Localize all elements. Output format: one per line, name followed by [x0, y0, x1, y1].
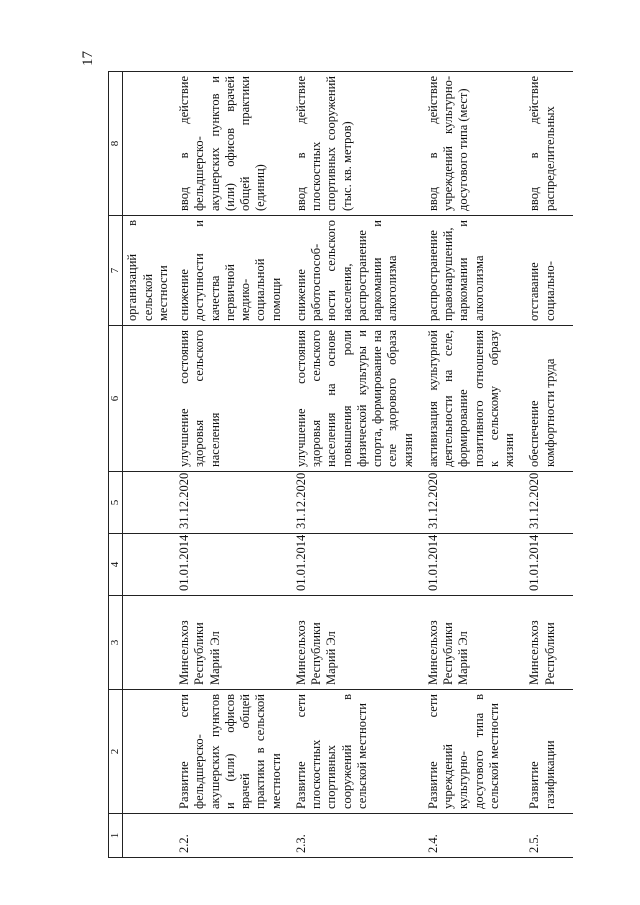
col-header-3: 3	[109, 596, 123, 690]
col-header-2: 2	[109, 690, 123, 814]
row-number: 2.2.	[173, 814, 290, 858]
measure-name: Развитие сети плоскостных спортивных сооружений в сельской местности	[290, 690, 422, 814]
start-date: 01.01.2014	[173, 534, 290, 596]
executor: Минсельхоз Республики	[523, 596, 573, 690]
end-date: 31.12.2020	[422, 472, 524, 534]
row-number: 2.5.	[523, 814, 573, 858]
indicator: ввод в действие учреждений культурно-досугового типа (мест)	[422, 72, 524, 216]
measure-name: Развитие сети учреждений культурно-досугового типа в сельской местности	[422, 690, 524, 814]
executor: Минсельхоз Республики Марий Эл	[290, 596, 422, 690]
table-row	[422, 72, 524, 858]
measure-name: Развитие газификации	[523, 690, 573, 814]
page-number: 17	[80, 51, 96, 66]
consequences: снижение работоспособ-ности сельского населения, распространение наркомании и алкоголизма	[290, 216, 422, 326]
end-date: 31.12.2020	[523, 472, 573, 534]
continuation-cell: организаций в сельской местности	[123, 216, 173, 326]
start-date: 01.01.2014	[523, 534, 573, 596]
indicator: ввод в действие распределительных	[523, 72, 573, 216]
consequences: распространение правонарушений, наркомании и алкоголизма	[422, 216, 524, 326]
indicator: ввод в действие фельдшерско-акушерских пунктов и (или) офисов врачей общей практики (единиц)	[173, 72, 290, 216]
col-header-5: 5	[109, 472, 123, 534]
expected-result: активизация культурной деятельности на селе, формирование позитивного отношения к сельскому образу жизни	[422, 326, 524, 472]
measure-name: Развитие сети фельдшерско-акушерских пунктов и (или) офисов врачей общей практики в сельской местности	[173, 690, 290, 814]
start-date: 01.01.2014	[422, 534, 524, 596]
expected-result: обеспечение комфортности труда	[523, 326, 573, 472]
end-date: 31.12.2020	[290, 472, 422, 534]
col-header-8: 8	[109, 72, 123, 216]
col-header-7: 7	[109, 216, 123, 326]
row-number: 2.3.	[290, 814, 422, 858]
executor: Минсельхоз Республики Марий Эл	[173, 596, 290, 690]
table-row	[523, 72, 573, 858]
table-row	[173, 72, 290, 858]
expected-result: улучшение состояния здоровья сельского населения на основе повышения роли физической культуры и спорта, формирование на селе здорового образа жизни	[290, 326, 422, 472]
col-header-6: 6	[109, 326, 123, 472]
end-date: 31.12.2020	[173, 472, 290, 534]
col-header-1: 1	[109, 814, 123, 858]
table-row	[290, 72, 422, 858]
expected-result: улучшение состояния здоровья сельского населения	[173, 326, 290, 472]
start-date: 01.01.2014	[290, 534, 422, 596]
consequences: снижение доступности и качества первичной медико-социальной помощи	[173, 216, 290, 326]
consequences: отставание социально-	[523, 216, 573, 326]
program-table	[108, 71, 573, 858]
row-number: 2.4.	[422, 814, 524, 858]
header-row	[109, 72, 123, 858]
rotated-page	[108, 72, 557, 858]
executor: Минсельхоз Республики Марий Эл	[422, 596, 524, 690]
continuation-row	[123, 72, 173, 858]
indicator: ввод в действие плоскостных спортивных сооружений (тыс. кв. метров)	[290, 72, 422, 216]
col-header-4: 4	[109, 534, 123, 596]
